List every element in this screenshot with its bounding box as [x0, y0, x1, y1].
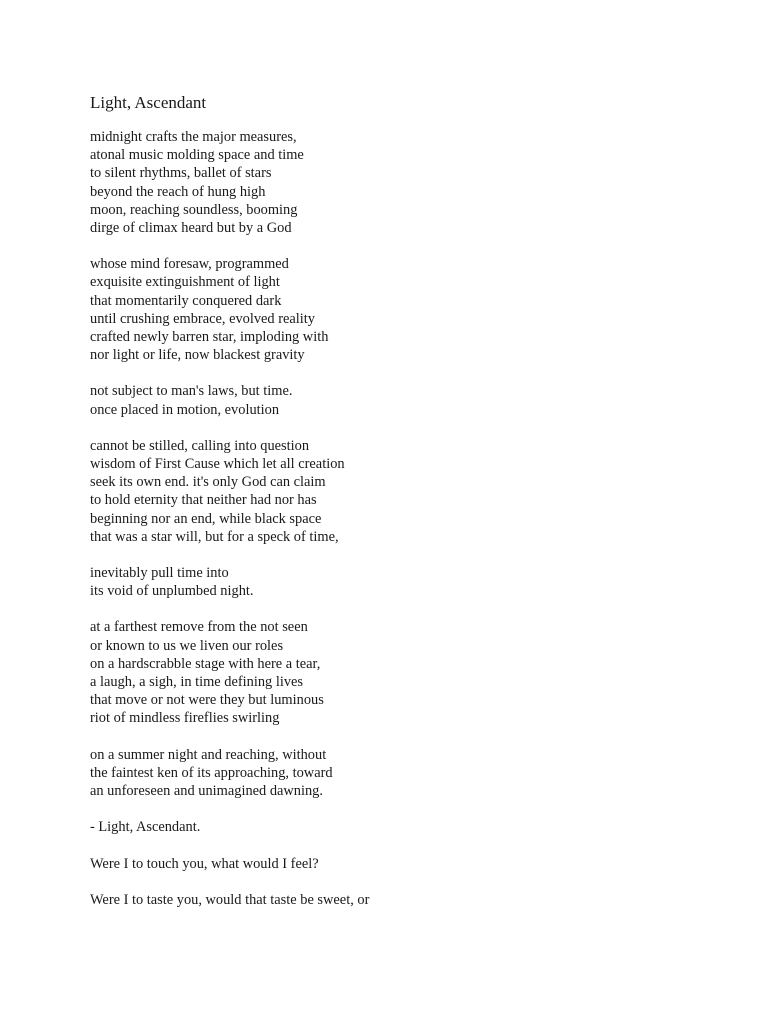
- poem-line: - Light, Ascendant.: [90, 819, 201, 836]
- stanza-1: [90, 128, 730, 237]
- document-page: [90, 92, 730, 927]
- poem-title: Light, Ascendant: [90, 93, 207, 112]
- poem-line: cannot be stilled, calling into question: [90, 437, 310, 454]
- poem-line: to hold eternity that neither had nor has: [90, 492, 317, 509]
- poem-line: that momentarily conquered dark: [90, 292, 282, 309]
- poem-line: nor light or life, now blackest gravity: [90, 347, 305, 364]
- poem-line: atonal music molding space and time: [90, 147, 304, 164]
- poem-line: the faintest ken of its approaching, toward: [90, 764, 333, 781]
- prose-line: Were I to touch you, what would I feel?: [90, 855, 319, 872]
- poem-line: a laugh, a sigh, in time defining lives: [90, 674, 304, 691]
- stanza-4: [90, 437, 730, 546]
- prose-paragraph-2: [90, 891, 730, 909]
- poem-line: beginning nor an end, while black space: [90, 510, 322, 527]
- poem-line: its void of unplumbed night.: [90, 583, 254, 600]
- poem-line: not subject to man's laws, but time.: [90, 383, 293, 400]
- poem-line: on a summer night and reaching, without: [90, 746, 327, 763]
- poem-line: or known to us we liven our roles: [90, 637, 284, 654]
- poem-line: inevitably pull time into: [90, 565, 229, 582]
- poem-signature: [90, 818, 730, 836]
- poem-line: crafted newly barren star, imploding with: [90, 329, 329, 346]
- poem-line: that move or not were they but luminous: [90, 692, 324, 709]
- stanza-7: [90, 746, 730, 801]
- poem-line: on a hardscrabble stage with here a tear,: [90, 655, 321, 672]
- poem-line: exquisite extinguishment of light: [90, 274, 280, 291]
- poem-line: once placed in motion, evolution: [90, 401, 280, 418]
- stanza-2: [90, 255, 730, 364]
- poem-line: dirge of climax heard but by a God: [90, 220, 292, 237]
- prose-paragraph-1: [90, 855, 730, 873]
- stanza-5: [90, 564, 730, 600]
- poem-line: wisdom of First Cause which let all creation: [90, 456, 345, 473]
- poem-line: moon, reaching soundless, booming: [90, 201, 298, 218]
- stanza-3: [90, 382, 730, 418]
- poem-line: at a farthest remove from the not seen: [90, 619, 308, 636]
- poem-line: to silent rhythms, ballet of stars: [90, 165, 272, 182]
- prose-line: Were I to taste you, would that taste be sweet, or: [90, 891, 370, 908]
- stanza-6: [90, 618, 730, 727]
- poem-line: midnight crafts the major measures,: [90, 129, 297, 145]
- poem-line: until crushing embrace, evolved reality: [90, 310, 315, 327]
- poem-line: beyond the reach of hung high: [90, 183, 266, 200]
- poem-line: that was a star will, but for a speck of time,: [90, 528, 339, 545]
- poem-line: riot of mindless fireflies swirling: [90, 710, 280, 727]
- poem-line: an unforeseen and unimagined dawning.: [90, 783, 323, 800]
- poem-line: seek its own end. it's only God can claim: [90, 474, 326, 491]
- poem-line: whose mind foresaw, programmed: [90, 256, 289, 273]
